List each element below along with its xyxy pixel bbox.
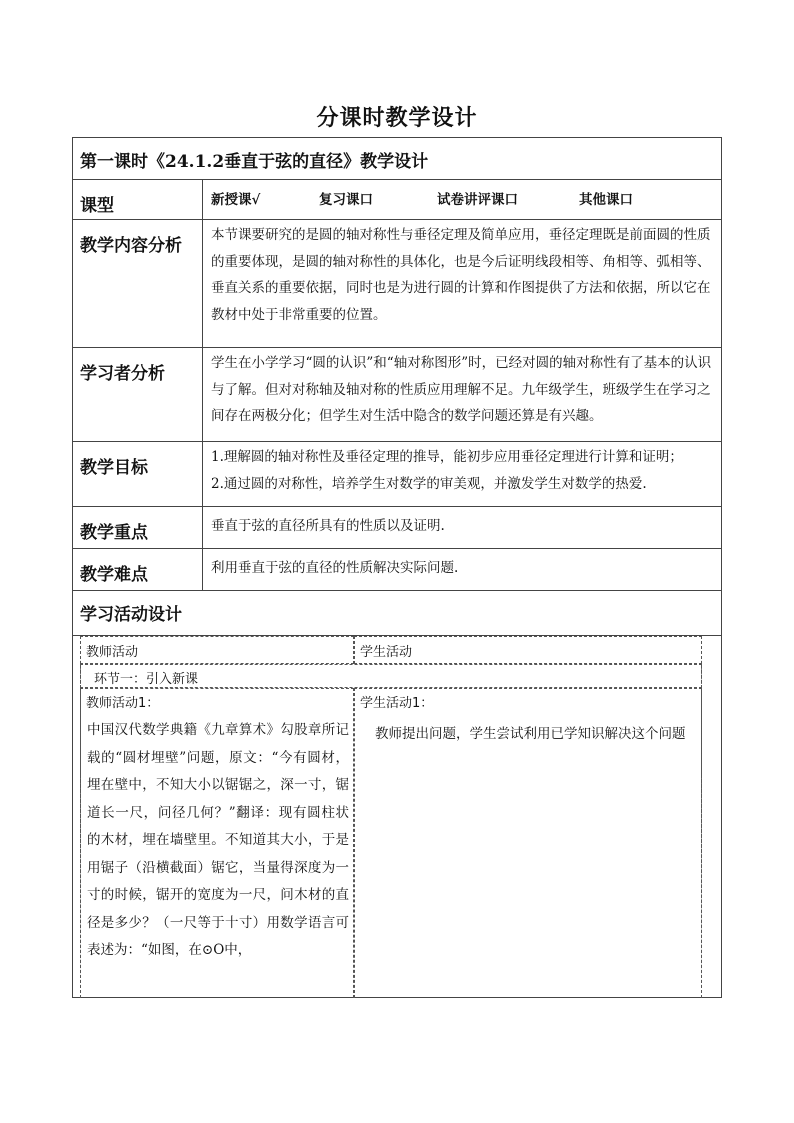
student-activity-cell	[354, 688, 702, 998]
activity-design-heading: 学习活动设计	[73, 591, 721, 636]
lesson-type-label: 课型	[73, 180, 203, 219]
learner-analysis-text: 学生在小学学习“圆的认识”和“轴对称图形”时，已经对圆的轴对称性有了基本的认识与了解。但对对称轴及轴对称的性质应用理解不足。九年级学生，班级学生在学习之间存在两极分化；但学生对生活中隐含的数学问题还算是有兴趣。	[211, 355, 712, 424]
key-points-label: 教学重点	[73, 507, 203, 548]
lesson-title: 第一课时《24.1.2垂直于弦的直径》教学设计	[73, 138, 721, 180]
option-review: 复习课口	[319, 192, 373, 208]
stage-row	[80, 664, 702, 688]
difficulties-text: 利用垂直于弦的直径的性质解决实际问题.	[211, 560, 459, 576]
learner-analysis-row	[73, 348, 721, 442]
objective-item: 1.理解圆的轴对称性及垂径定理的推导，能初步应用垂径定理进行计算和证明；	[211, 449, 683, 465]
key-points-row	[73, 507, 721, 549]
objectives-list	[203, 442, 721, 506]
stage-label: 环节一：引入新课	[94, 672, 199, 687]
teacher-header-cell	[80, 636, 354, 664]
key-points-text: 垂直于弦的直径所具有的性质以及证明.	[211, 518, 445, 534]
student-header-cell	[354, 636, 702, 664]
lesson-design-table	[72, 137, 722, 998]
teacher-activity-title: 教师活动1：	[86, 696, 160, 711]
lesson-type-row	[73, 180, 721, 220]
content-analysis-text: 本节课要研究的是圆的轴对称性与垂径定理及简单应用，垂径定理既是前面圆的性质的重要体现，是圆的轴对称性的具体化，也是今后证明线段相等、角相等、弧相等、垂直关系的重要依据，同时也是为进行圆的计算和作图提供了方法和依据，所以它在教材中处于非常重要的位置。	[211, 227, 711, 323]
student-activity-title: 学生活动1：	[360, 696, 434, 711]
objective-item: 2.通过圆的对称性，培养学生对数学的审美观，并激发学生对数学的热爱.	[211, 475, 647, 492]
learner-analysis-label: 学习者分析	[73, 348, 203, 441]
objectives-row	[73, 442, 721, 507]
student-activity-text: 教师提出问题，学生尝试利用已学知识解决这个问题	[375, 726, 686, 742]
difficulties-label: 教学难点	[73, 549, 203, 590]
difficulties-row	[73, 549, 721, 591]
option-new-lesson: 新授课√	[211, 192, 261, 208]
objectives-label: 教学目标	[73, 442, 203, 506]
content-analysis-label: 教学内容分析	[73, 220, 203, 347]
option-other: 其他课口	[579, 192, 633, 208]
teacher-activity-text: 中国汉代数学典籍《九章算术》勾股章所记载的“圆材埋壁”问题，原文：“今有圆材，埋在壁中，不知大小以锯锯之，深一寸，锯道长一尺，问径几何？”翻译：现有圆柱状的木材，埋在墙壁里。不知道其大小，于是用锯子（沿横截面）锯它，当量得深度为一寸的时候，锯开的宽度为一尺，问木材的直径是多少？（一尺等于十寸）用数学语言可表述为：“如图，在⊙O中，	[87, 722, 349, 958]
option-test-review: 试卷讲评课口	[437, 192, 518, 208]
teacher-header: 教师活动	[86, 645, 139, 660]
lesson-type-options	[203, 180, 721, 219]
content-analysis-row	[73, 220, 721, 348]
page-title: 分课时教学设计	[316, 105, 478, 131]
student-header: 学生活动	[360, 645, 413, 660]
